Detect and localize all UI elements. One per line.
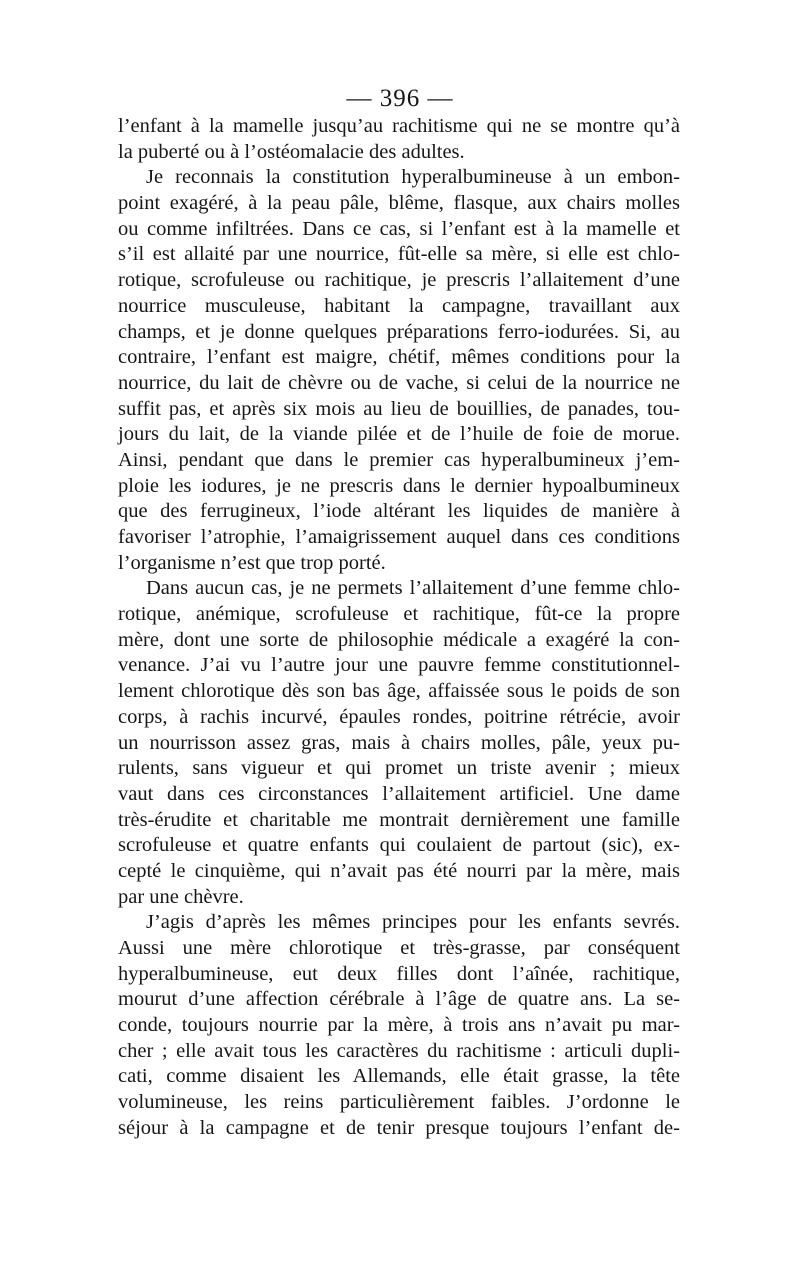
text-line: mère, dont une sorte de philosophie médicale a exagéré la con- xyxy=(118,628,680,651)
text-line: l’organisme n’est que trop porté. xyxy=(118,551,386,574)
text-line: contraire, l’enfant est maigre, chétif, mêmes conditions pour la xyxy=(118,346,680,369)
page-number: — 396 — xyxy=(346,85,454,112)
text-line: un nourrisson assez gras, mais à chairs molles, pâle, yeux pu- xyxy=(118,731,680,754)
text-line: vaut dans ces circonstances l’allaitement artificiel. Une dame xyxy=(118,782,680,805)
text-line: mourut d’une affection cérébrale à l’âge de quatre ans. La se- xyxy=(118,988,680,1011)
text-line: Ainsi, pendant que dans le premier cas hyperalbumineux j’em- xyxy=(118,448,680,471)
text-line: corps, à rachis incurvé, épaules rondes, poitrine rétrécie, avoir xyxy=(118,705,680,728)
text-line: jours du lait, de la viande pilée et de l’huile de foie de morue. xyxy=(118,423,680,446)
text-line: rotique, anémique, scrofuleuse et rachitique, fût-ce la propre xyxy=(118,603,680,626)
text-line: nourrice musculeuse, habitant la campagne, travaillant aux xyxy=(118,294,680,317)
body-text xyxy=(118,114,680,1142)
text-line: conde, toujours nourrie par la mère, à trois ans n’avait pu mar- xyxy=(118,1014,680,1037)
text-line: scrofuleuse et quatre enfants qui coulaient de partout (sic), ex- xyxy=(118,834,680,857)
text-line: J’agis d’après les mêmes principes pour les enfants sevrés. xyxy=(146,911,680,934)
text-line: la puberté ou à l’ostéomalacie des adultes. xyxy=(118,140,465,163)
text-line: cepté le cinquième, qui n’avait pas été nourri par la mère, mais xyxy=(118,859,680,882)
text-line: cher ; elle avait tous les caractères du rachitisme : articuli dupli- xyxy=(118,1039,680,1062)
text-line: lement chlorotique dès son bas âge, affaissée sous le poids de son xyxy=(118,680,680,703)
text-line: volumineuse, les reins particulièrement faibles. J’ordonne le xyxy=(118,1091,680,1114)
text-line: suffit pas, et après six mois au lieu de bouillies, de panades, tou- xyxy=(118,397,680,420)
text-line: favoriser l’atrophie, l’amaigrissement auquel dans ces conditions xyxy=(118,526,680,548)
text-line: rotique, scrofuleuse ou rachitique, je prescris l’allaitement d’une xyxy=(118,269,680,292)
text-line: cati, comme disaient les Allemands, elle était grasse, la tête xyxy=(118,1065,680,1088)
text-line: l’enfant à la mamelle jusqu’au rachitisme qui ne se montre qu’à xyxy=(118,115,680,137)
text-line: Aussi une mère chlorotique et très-grasse, par conséquent xyxy=(118,937,680,959)
text-line: champs, et je donne quelques préparations ferro-iodurées. Si, au xyxy=(118,320,680,343)
text-line: rulents, sans vigueur et qui promet un triste avenir ; mieux xyxy=(118,757,680,780)
text-line: Je reconnais la constitution hyperalbumineuse à un embon- xyxy=(146,166,680,189)
text-line: ou comme infiltrées. Dans ce cas, si l’enfant est à la mamelle et xyxy=(118,217,680,240)
text-line: ploie les iodures, je ne prescris dans le dernier hypoalbumineux xyxy=(118,474,680,497)
text-line: que des ferrugineux, l’iode altérant les liquides de manière à xyxy=(118,500,680,523)
text-line: venance. J’ai vu l’autre jour une pauvre femme constitutionnel- xyxy=(118,654,680,677)
text-line: très-érudite et charitable me montrait dernièrement une famille xyxy=(118,808,680,831)
text-line: par une chèvre. xyxy=(118,885,244,908)
text-line: Dans aucun cas, je ne permets l’allaitement d’une femme chlo- xyxy=(146,577,680,600)
text-line: nourrice, du lait de chèvre ou de vache, si celui de la nourrice ne xyxy=(118,371,680,394)
text-line: séjour à la campagne et de tenir presque toujours l’enfant de- xyxy=(118,1116,680,1139)
text-line: hyperalbumineuse, eut deux filles dont l’aînée, rachitique, xyxy=(118,962,680,985)
text-line: s’il est allaité par une nourrice, fût-elle sa mère, si elle est chlo- xyxy=(118,243,680,266)
text-line: point exagéré, à la peau pâle, blême, flasque, aux chairs molles xyxy=(118,192,680,215)
